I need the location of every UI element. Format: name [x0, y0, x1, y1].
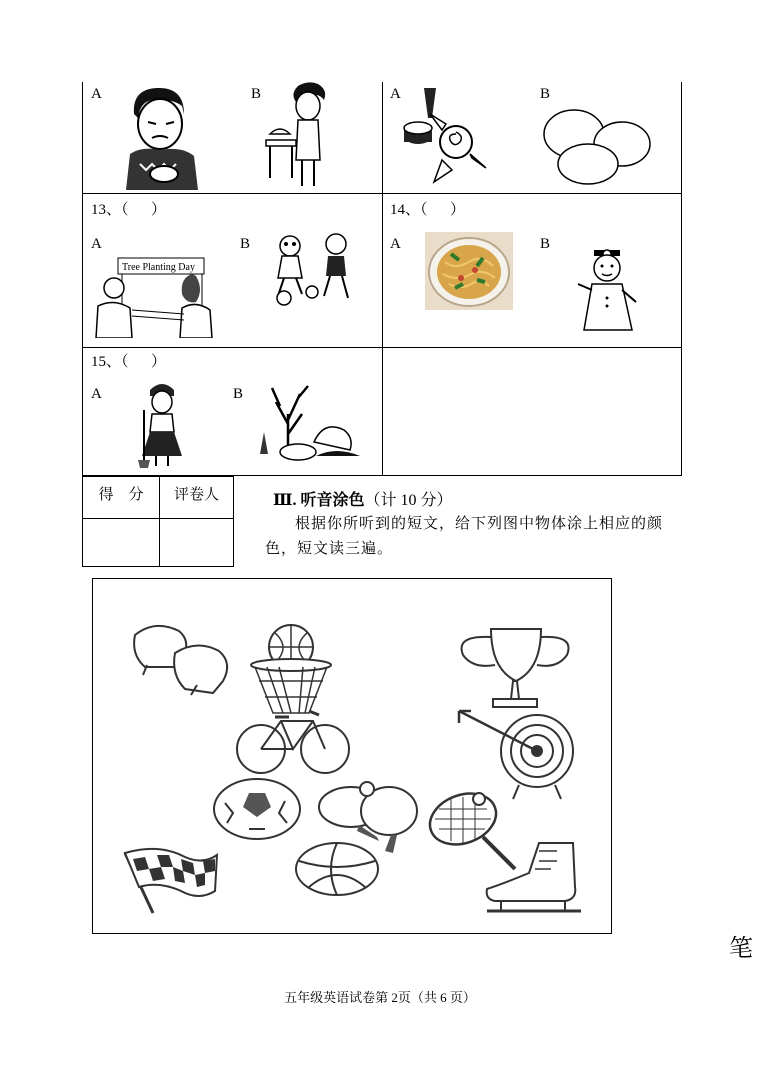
- row3-left-option-a: A: [91, 386, 102, 402]
- noodle-bowl-image: [425, 232, 513, 310]
- row-divider-1: [82, 193, 682, 194]
- grader-input-cell[interactable]: [161, 519, 232, 565]
- sports-items-box: [92, 578, 612, 934]
- page-footer: 五年级英语试卷第 2页（共 6 页）: [284, 990, 476, 1005]
- grid-left-border: [82, 82, 83, 476]
- sick-boy-image: [112, 84, 212, 190]
- bird-dead-tree-image: [258, 384, 362, 464]
- section-points: （计 10 分）: [364, 492, 453, 509]
- tree-planting-day-image: [92, 254, 222, 338]
- boxing-gloves-icon: [134, 626, 227, 695]
- volleyball-icon: [296, 843, 378, 895]
- section-title-text: Ⅲ. 听音涂色: [273, 492, 365, 509]
- side-margin-character: 笔: [729, 936, 753, 962]
- kids-football-image: [266, 232, 362, 308]
- question-13-number: 13、（ ）: [91, 202, 167, 218]
- question-15-number: 15、（ ）: [91, 354, 167, 370]
- candies-image: [402, 84, 492, 184]
- score-table: [82, 476, 234, 567]
- grid-right-border: [681, 82, 682, 476]
- section-title: [273, 487, 453, 510]
- poster-text: Tree Planting Day: [122, 262, 195, 273]
- lemons-image: [540, 104, 654, 186]
- score-input-cell[interactable]: [84, 519, 158, 565]
- doctor-image: [570, 248, 646, 334]
- girl-sweeping-image: [134, 380, 190, 468]
- bicycle-icon: [237, 711, 349, 773]
- checkered-flag-icon: [125, 849, 217, 913]
- row2-left-option-b: B: [240, 236, 251, 252]
- row2-right-option-a: A: [390, 236, 401, 252]
- row2-right-option-b: B: [540, 236, 551, 252]
- question-14-number: 14、（ ）: [390, 202, 466, 218]
- row1-right-option-b: B: [540, 86, 551, 102]
- grader-label: 评卷人: [173, 487, 219, 503]
- sports-items-drawing: [93, 579, 611, 933]
- tennis-racket-icon: [423, 785, 515, 869]
- row1-right-option-a: A: [390, 86, 401, 102]
- row-divider-2: [82, 347, 682, 348]
- row1-left-option-a: A: [91, 86, 102, 102]
- row1-left-option-b: B: [251, 86, 262, 102]
- grid-middle-border: [382, 82, 383, 476]
- trophy-icon: [462, 629, 569, 707]
- basketball-hoop-icon: [251, 625, 331, 713]
- score-label: 得 分: [98, 487, 144, 503]
- target-arrow-icon: [459, 711, 573, 799]
- boy-eating-image: [262, 82, 342, 190]
- row2-left-option-a: A: [91, 236, 102, 252]
- row3-left-option-b: B: [233, 386, 244, 402]
- section-instruction: 根据你所听到的短文，给下列图中物体涂上相应的颜色，短文读三遍。: [265, 516, 664, 557]
- soccer-ball-icon: [214, 779, 300, 839]
